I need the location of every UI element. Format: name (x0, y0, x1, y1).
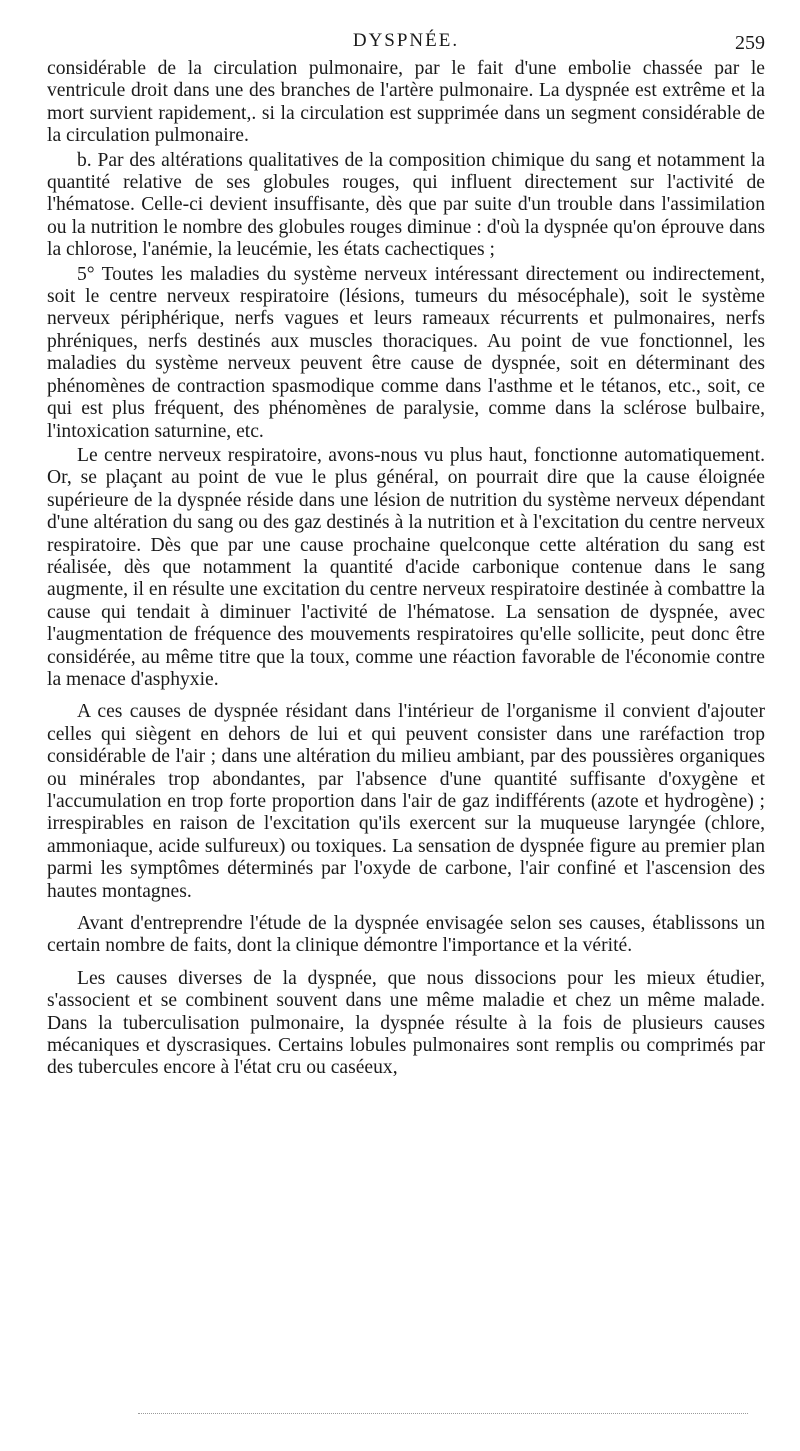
paragraph-continued: considérable de la circulation pulmonaire, par le fait d'une embolie chassée par le ventricule droit dans une des branches de l'artère pulmonaire. La dyspnée est extrême et la mort survient rapidement,. si la circulation est supprimée dans un segment considérable de la circulation pulmonaire. (47, 58, 765, 147)
footer-rule (138, 1413, 748, 1414)
body-text (47, 58, 765, 1080)
paragraph-before-study: Avant d'entreprendre l'étude de la dyspnée envisagée selon ses causes, établissons un certain nombre de faits, dont la clinique démontre l'importance et la vérité. (47, 913, 765, 957)
running-title: DYSPNÉE. (352, 30, 460, 51)
page-header (47, 28, 765, 58)
paragraph-external-causes: A ces causes de dyspnée résidant dans l'intérieur de l'organisme il convient d'ajouter celles qui siègent en dehors de lui et qui peuvent consister dans une raréfaction trop considérable de l'air ; dans une altération du milieu ambiant, par des poussières organiques ou minérales trop abondantes, par l'absence d'une quantité suffisante d'oxygène et l'accumulation en trop forte proportion dans l'air de gaz indifférents (azote et hydrogène) ; irrespirables en raison de l'excitation qu'ils exercent sur la muqueuse laryngée (chlore, ammoniaque, acide sulfureux) ou toxiques. La sensation de dyspnée figure au premier plan parmi les symptômes déterminés par l'oxyde de carbone, l'air confiné et l'ascension des hautes montagnes. (47, 701, 765, 902)
paragraph-diverse-causes: Les causes diverses de la dyspnée, que nous dissocions pour les mieux étudier, s'associent et se combinent souvent dans une même maladie et chez un même malade. Dans la tuberculisation pulmonaire, la dyspnée résulte à la fois de plusieurs causes mécaniques et dyscrasiques. Certains lobules pulmonaires sont remplis ou comprimés par des tubercules encore à l'état cru ou caséeux, (47, 967, 765, 1079)
paragraph-item-b: b. Par des altérations qualitatives de la composition chimique du sang et notamment la quantité relative de ses globules rouges, qui influent directement sur l'activité de l'hématose. Celle-ci devient insuffisante, dès que par suite d'un trouble dans l'assimilation ou la nutrition le nombre des globules rouges diminue : d'où la dyspnée qu'on éprouve dans la chlorose, l'anémie, la leucémie, les états cachectiques ; (47, 149, 765, 261)
page-number: 259 (735, 32, 765, 54)
document-page (47, 28, 765, 1080)
paragraph-item-5: 5° Toutes les maladies du système nerveux intéressant directement ou indirectement, soit le centre nerveux respiratoire (lésions, tumeurs du mésocéphale), soit le système nerveux périphérique, nerfs vagues et leurs rameaux récurrents et pulmonaires, nerfs phréniques, nerfs destinés aux muscles thoraciques. Au point de vue fonctionnel, les maladies du système nerveux peuvent être cause de dyspnée, soit en déterminant des phénomènes de contraction spasmodique comme dans l'asthme et le tétanos, etc., soit, ce qui est plus fréquent, des phénomènes de paralysie, comme dans la sclérose bulbaire, l'intoxication saturnine, etc. (47, 263, 765, 442)
paragraph-respiratory-center: Le centre nerveux respiratoire, avons-nous vu plus haut, fonctionne automatiquement. Or, se plaçant au point de vue le plus général, on pourrait dire que la cause éloignée supérieure de la dyspnée réside dans une lésion de nutrition du système nerveux dépendant d'une altération du sang ou des gaz destinés à la nutrition et à l'excitation du centre nerveux respiratoire. Dès que par une cause prochaine quelconque cette altération du sang est réalisée, dès que notamment la quantité d'acide carbonique contenue dans le sang augmente, il en résulte une excitation du centre nerveux respiratoire destinée à combattre la cause qui tendait à diminuer l'activité de l'hématose. La sensation de dyspnée, avec l'augmentation de fréquence des mouvements respiratoires qu'elle sollicite, peut donc être considérée, au même titre que la toux, comme une réaction favorable de l'économie contre la menace d'asphyxie. (47, 444, 765, 690)
